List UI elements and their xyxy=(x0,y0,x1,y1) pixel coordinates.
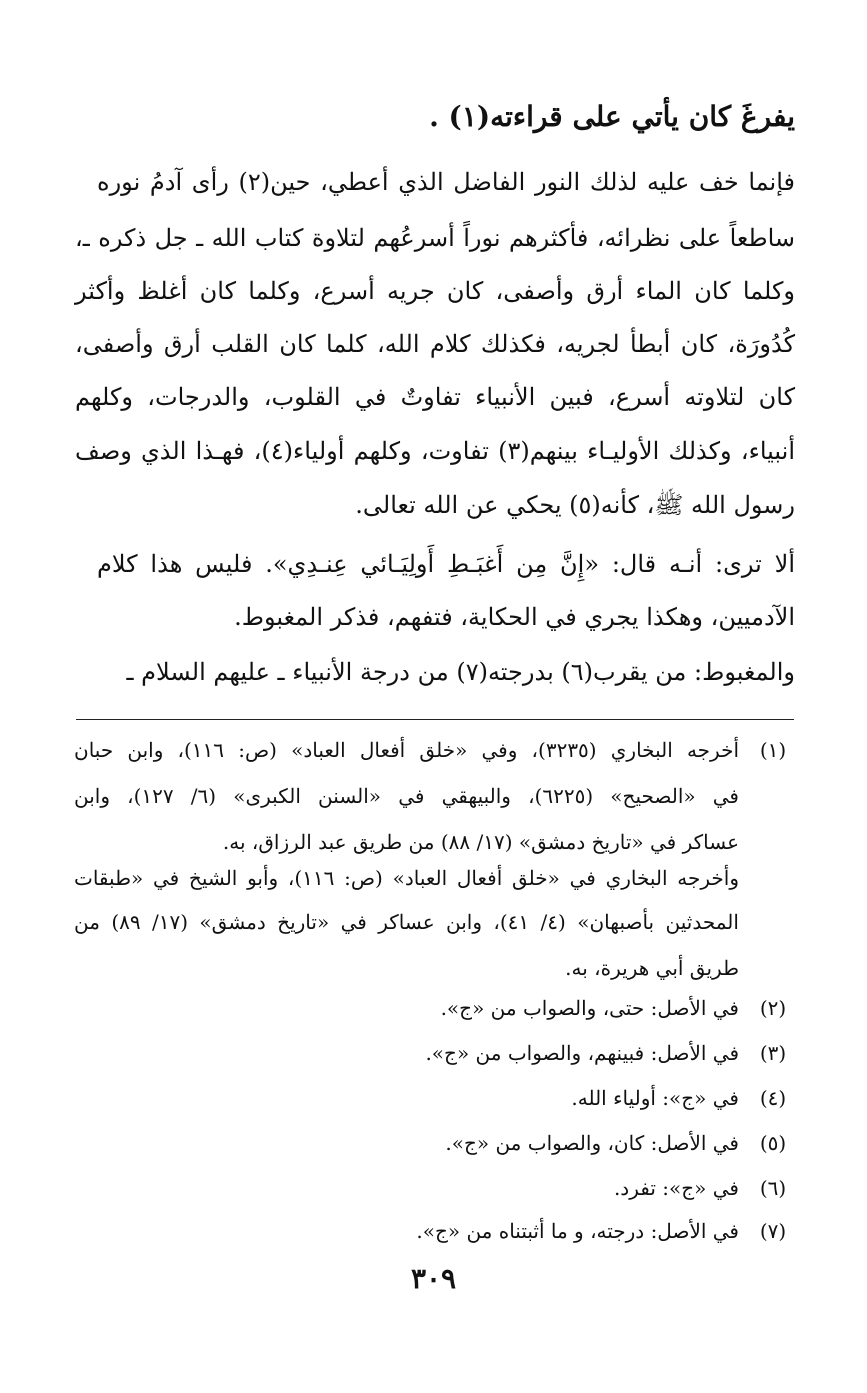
footnote-7-text: في الأصل: درجته، و ما أثبتناه من «ج». xyxy=(416,1219,739,1243)
body-line-2: فإنما خف عليه لذلك النور الفاضل الذي أعطي، حين(٢) رأى آدمُ نوره xyxy=(97,168,796,196)
footnote-number-5: (٥) xyxy=(759,1131,787,1155)
body-line-8: رسول الله ﷺ، كأنه(٥) يحكي عن الله تعالى. xyxy=(355,491,795,519)
footnote-1-line-3: عساكر في «تاريخ دمشق» (١٧/ ٨٨) من طريق عبد الرزاق، به. xyxy=(222,830,739,854)
body-line-1: يفرغَ كان يأتي على قراءته(١) . xyxy=(429,100,795,133)
footnote-5-text: في الأصل: كان، والصواب من «ج». xyxy=(445,1131,739,1155)
footnote-1-line-5: المحدثين بأصبهان» (٤/ ٤١)، وابن عساكر في «تاريخ دمشق» (١٧/ ٨٩) من xyxy=(74,910,739,934)
footnote-1-line-4: وأخرجه البخاري في «خلق أفعال العباد» (ص: ١١٦)، وأبو الشيخ في «طبقات xyxy=(74,866,739,890)
body-line-9: ألا ترى: أنـه قال: «إِنَّ مِن أَغبَـطِ أَولِيَـائي عِنـدِي». فليس هذا كلام xyxy=(97,550,795,578)
footnote-number-1: (١) xyxy=(759,738,787,762)
body-line-5: كُدُورَة، كان أبطأ لجريه، فكذلك كلام الله، كلما كان القلب أرق وأصفى، xyxy=(75,330,795,358)
footnote-2-text: في الأصل: حتى، والصواب من «ج». xyxy=(440,996,739,1020)
body-line-11: والمغبوط: من يقرب(٦) بدرجته(٧) من درجة الأنبياء ـ عليهم السلام ـ xyxy=(126,658,795,686)
body-line-10: الآدميين، وهكذا يجري في الحكاية، فتفهم، فذكر المغبوط. xyxy=(234,603,795,631)
page-number: ٣٠٩ xyxy=(410,1262,457,1295)
footnote-1-line-6: طريق أبي هريرة، به. xyxy=(565,956,739,980)
footnote-3-text: في الأصل: فبينهم، والصواب من «ج». xyxy=(425,1041,739,1065)
body-line-7: أنبياء، وكذلك الأوليـاء بينهم(٣) تفاوت، وكلهم أولياء(٤)، فهـذا الذي وصف xyxy=(75,437,795,465)
body-line-6: كان لتلاوته أسرع، فبين الأنبياء تفاوتٌ في القلوب، والدرجات، وكلهم xyxy=(75,383,795,411)
footnote-number-6: (٦) xyxy=(759,1176,787,1200)
body-line-3: ساطعاً على نظرائه، فأكثرهم نوراً أسرعُهم لتلاوة كتاب الله ـ جل ذكره ـ، xyxy=(75,224,795,252)
footnote-number-2: (٢) xyxy=(759,996,787,1020)
footnote-6-text: في «ج»: تفرد. xyxy=(613,1176,739,1200)
footnote-number-3: (٣) xyxy=(759,1041,787,1065)
footnote-1-line-1: أخرجه البخاري (٣٢٣٥)، وفي «خلق أفعال العباد» (ص: ١١٦)، وابن حبان xyxy=(74,738,739,762)
footnote-1-line-2: في «الصحيح» (٦٢٢٥)، والبيهقي في «السنن الكبرى» (٦/ ١٢٧)، وابن xyxy=(74,784,739,808)
footnote-number-7: (٧) xyxy=(759,1219,787,1243)
footnote-number-4: (٤) xyxy=(759,1086,787,1110)
footnote-separator xyxy=(76,719,794,720)
footnote-4-text: في «ج»: أولياء الله. xyxy=(571,1086,739,1110)
body-line-4: وكلما كان الماء أرق وأصفى، كان جريه أسرع، وكلما كان أغلظ وأكثر xyxy=(75,277,795,305)
